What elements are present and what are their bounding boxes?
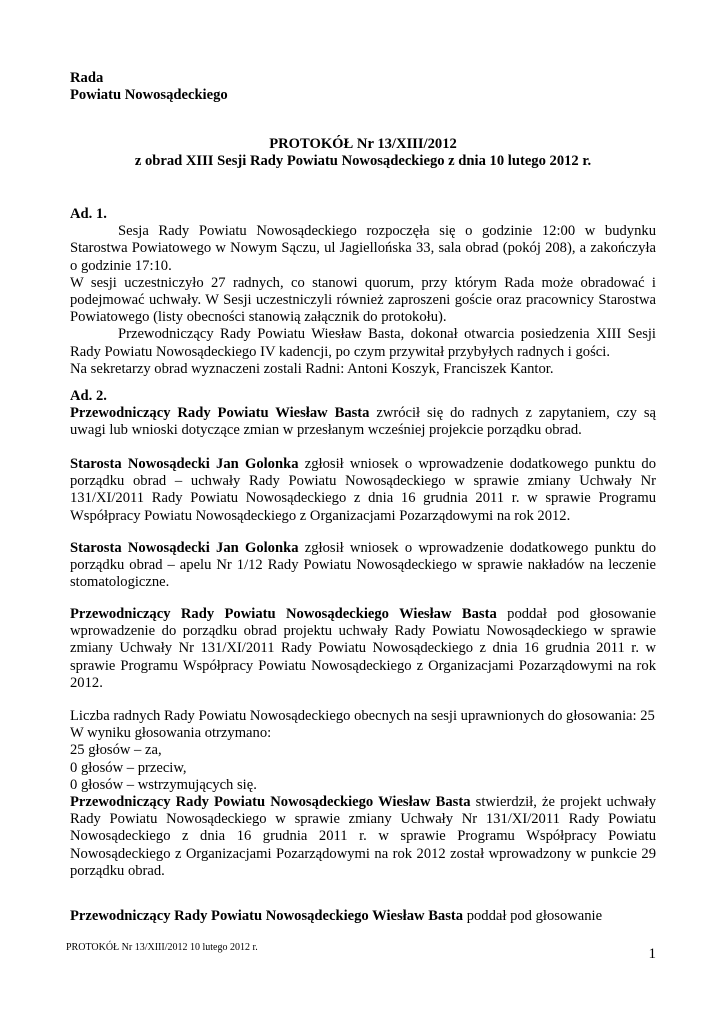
speaker-name: Przewodniczący Rady Powiatu Wiesław Basta bbox=[70, 405, 370, 422]
section-ad2-part3 bbox=[70, 540, 656, 592]
page-number: 1 bbox=[648, 946, 656, 962]
speaker-name: Przewodniczący Rady Powiatu Nowosądeckiego Wiesław Basta bbox=[70, 606, 497, 622]
paragraph-text: zgłosił wniosek o wprowadzenie dodatkowego punktu do porządku obrad – uchwały Rady Powiatu Nowosądeckiego w sprawie zmiany Uchwały Nr 131/XI/2011 Rady Powiatu Nowosądeckiego z dnia 16 grudnia 2011 r. w sprawie Programu Współpracy Powiatu Nowosądeckiego z Organizacjami Pozarządowymi na rok 2012. bbox=[70, 456, 656, 524]
paragraph: Na sekretarzy obrad wyznaczeni zostali Radni: Antoni Koszyk, Franciszek Kantor. bbox=[70, 360, 554, 377]
paragraph-text: poddał pod głosowanie wprowadzenie do porządku obrad projektu uchwały Rady Powiatu Nowosądeckiego w sprawie zmiany Uchwały Nr 131/XI/2011 Rady Powiatu Nowosądeckiego z dnia 16 grudnia 2011 r. w sprawie Programu Współpracy Powiatu Nowosądeckiego z Organizacjami Pozarządowymi na rok 2012. bbox=[70, 606, 657, 691]
section-ad2-part4 bbox=[70, 606, 656, 692]
paragraph-text: poddał pod głosowanie bbox=[463, 908, 603, 924]
paragraph: Przewodniczący Rady Powiatu Wiesław Basta, dokonał otwarcia posiedzenia XIII Sesji Rady Powiatu Nowosądeckiego IV kadencji, po czym przywitał przybyłych radnych i gości. bbox=[70, 326, 656, 360]
speaker-name: Przewodniczący Rady Powiatu Nowosądeckiego Wiesław Basta bbox=[70, 908, 464, 924]
page-footer bbox=[66, 942, 656, 962]
paragraph bbox=[70, 456, 656, 525]
section-heading: Ad. 2. bbox=[70, 388, 107, 404]
issuer-header bbox=[70, 70, 656, 104]
section-ad1 bbox=[70, 206, 656, 378]
title-line-2: z obrad XIII Sesji Rady Powiatu Nowosądeckiego z dnia 10 lutego 2012 r. bbox=[134, 153, 592, 170]
issuer-line-2: Powiatu Nowosądeckiego bbox=[70, 87, 228, 104]
document-title bbox=[70, 136, 656, 170]
vote-intro: W wyniku głosowania otrzymano: bbox=[70, 725, 272, 742]
paragraph: W sesji uczestniczyło 27 radnych, co stanowi quorum, przy którym Rada może obradować i podejmować uchwały. W Sesji uczestniczyli również zaproszeni goście oraz pracownicy Starostwa Powiatowego (listy obecności stanowią załącznik do protokołu). bbox=[70, 274, 656, 326]
paragraph bbox=[70, 794, 656, 880]
speaker-name: Starosta Nowosądecki Jan Golonka bbox=[70, 456, 299, 472]
vote-results bbox=[70, 708, 656, 880]
vote-count: Liczba radnych Rady Powiatu Nowosądeckiego obecnych na sesji uprawnionych do głosowania: 25 bbox=[70, 708, 655, 724]
footer-text: PROTOKÓŁ Nr 13/XIII/2012 10 lutego 2012 r. bbox=[66, 942, 258, 953]
vote-abstain: 0 głosów – wstrzymujących się. bbox=[70, 776, 257, 793]
paragraph-text: zgłosił wniosek o wprowadzenie dodatkowego punktu do porządku obrad – apelu Nr 1/12 Rady Powiatu Nowosądeckiego w sprawie nakładów na leczenie stomatologiczne. bbox=[70, 540, 656, 591]
issuer-line-1: Rada bbox=[70, 70, 104, 86]
section-ad2-part6 bbox=[70, 908, 656, 925]
vote-for: 25 głosów – za, bbox=[70, 742, 162, 759]
paragraph bbox=[70, 606, 656, 692]
speaker-name: Starosta Nowosądecki Jan Golonka bbox=[70, 540, 299, 556]
paragraph-text: zwrócił się do radnych z zapytaniem, czy są uwagi lub wnioski dotyczące zmian w przesłanym wcześniej projekcie porządku obrad. bbox=[70, 405, 656, 439]
section-heading: Ad. 1. bbox=[70, 206, 107, 222]
paragraph bbox=[70, 908, 656, 925]
paragraph: Sesja Rady Powiatu Nowosądeckiego rozpoczęła się o godzinie 12:00 w budynku Starostwa Powiatowego w Nowym Sączu, ul Jagiellońska 33, sala obrad (pokój 208), a zakończyła o godzinie 17:10. bbox=[70, 223, 656, 274]
title-line-1: PROTOKÓŁ Nr 13/XIII/2012 bbox=[269, 136, 457, 152]
paragraph bbox=[70, 540, 656, 592]
paragraph bbox=[70, 405, 656, 439]
paragraph-text: stwierdził, że projekt uchwały Rady Powiatu Nowosądeckiego w sprawie zmiany Uchwały Nr 131/XI/2011 Rady Powiatu Nowosądeckiego z dnia 16 grudnia 2011 r. w sprawie Programu Współpracy Powiatu Nowosądeckiego z Organizacjami Pozarządowymi na rok 2012 został wprowadzony w punkcie 29 porządku obrad. bbox=[70, 794, 656, 879]
speaker-name: Przewodniczący Rady Powiatu Nowosądeckiego Wiesław Basta bbox=[70, 794, 471, 811]
section-ad2-part2 bbox=[70, 456, 656, 525]
section-ad2-part1 bbox=[70, 388, 656, 440]
vote-against: 0 głosów – przeciw, bbox=[70, 759, 187, 776]
